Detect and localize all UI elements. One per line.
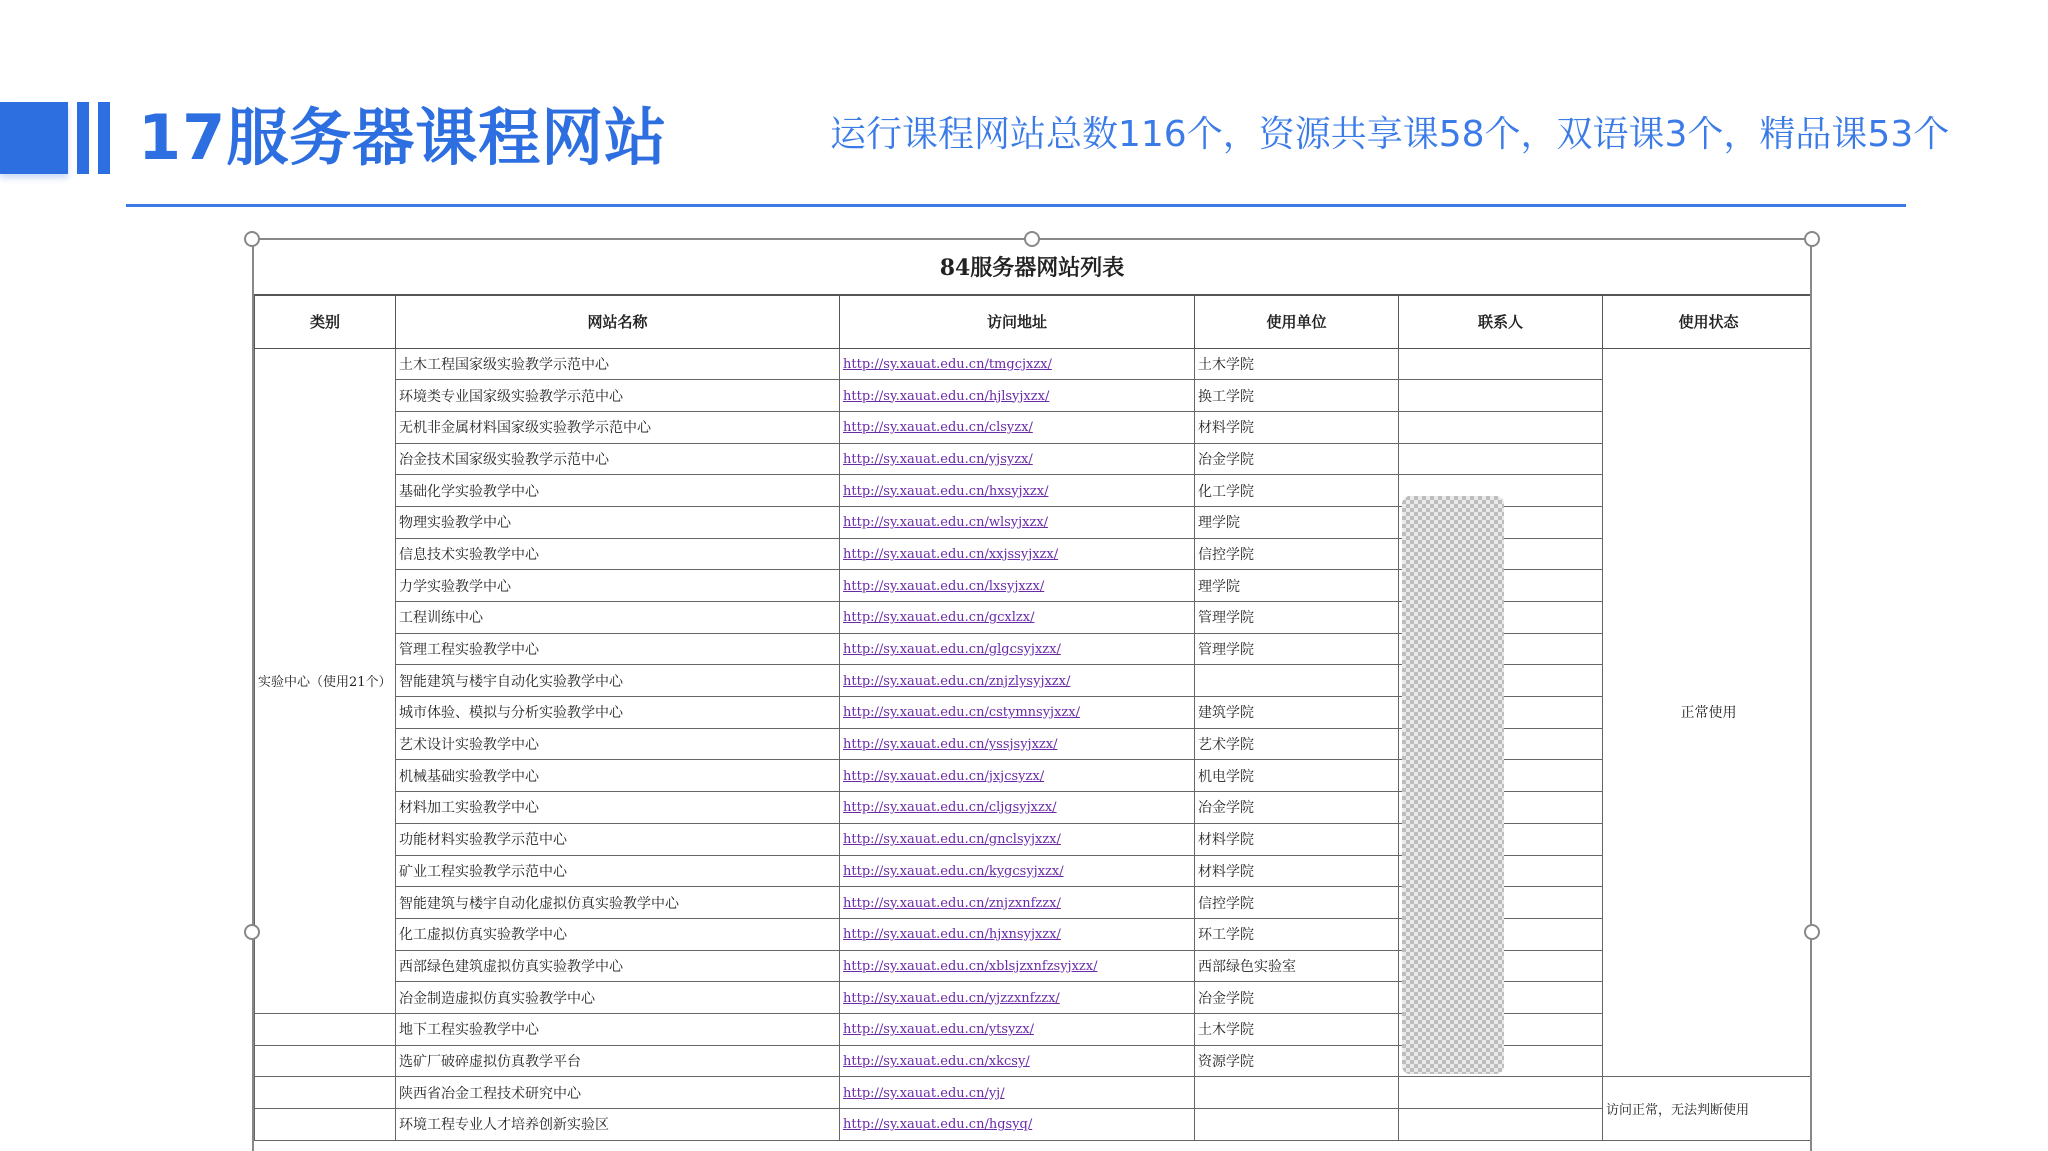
table-row [255, 475, 1813, 507]
site-url-cell [840, 602, 1195, 634]
site-url-link[interactable]: http://sy.xauat.edu.cn/lxsyjxzx/ [843, 578, 1045, 594]
site-url-cell [840, 950, 1195, 982]
unit-cell: 材料学院 [1195, 823, 1399, 855]
table-row [255, 602, 1813, 634]
unit-cell [1195, 665, 1399, 697]
table-row [255, 443, 1813, 475]
category-cell: 实验中心（使用21个） [255, 348, 396, 1013]
site-name-cell: 智能建筑与楼宇自动化实验教学中心 [396, 665, 840, 697]
page-title: 17服务器课程网站 [138, 101, 668, 174]
unit-cell: 冶金学院 [1195, 792, 1399, 824]
table-row [255, 918, 1813, 950]
header-decoration-block [0, 102, 68, 174]
unit-cell: 艺术学院 [1195, 728, 1399, 760]
contact-cell [1399, 348, 1603, 380]
resize-handle[interactable] [1804, 231, 1820, 247]
table-caption: 84服务器网站列表 [254, 240, 1810, 296]
site-url-link[interactable]: http://sy.xauat.edu.cn/yjsyzx/ [843, 451, 1033, 467]
category-cell [255, 1013, 396, 1045]
site-name-cell: 管理工程实验教学中心 [396, 633, 840, 665]
site-url-link[interactable]: http://sy.xauat.edu.cn/wlsyjxzx/ [843, 515, 1049, 531]
site-name-cell: 地下工程实验教学中心 [396, 1013, 840, 1045]
site-name-cell: 工程训练中心 [396, 602, 840, 634]
site-url-cell [840, 506, 1195, 538]
category-cell [255, 1109, 396, 1141]
column-header: 联系人 [1399, 296, 1603, 348]
site-url-cell [840, 380, 1195, 412]
site-url-cell [840, 697, 1195, 729]
table-row [255, 887, 1813, 919]
site-url-cell [840, 728, 1195, 760]
table-row [255, 506, 1813, 538]
site-url-cell [840, 918, 1195, 950]
site-name-cell: 物理实验教学中心 [396, 506, 840, 538]
site-url-link[interactable]: http://sy.xauat.edu.cn/xxjssyjxzx/ [843, 546, 1059, 562]
table-row [255, 570, 1813, 602]
site-name-cell: 城市体验、模拟与分析实验教学中心 [396, 697, 840, 729]
summary-text: 运行课程网站总数116个，资源共享课58个，双语课3个，精品课53个 [830, 114, 1950, 155]
status-cell: 正常使用 [1603, 348, 1813, 1077]
table-row [255, 760, 1813, 792]
contact-cell [1399, 1077, 1603, 1109]
unit-cell: 机电学院 [1195, 760, 1399, 792]
site-url-cell [840, 411, 1195, 443]
site-url-cell [840, 348, 1195, 380]
unit-cell: 化工学院 [1195, 475, 1399, 507]
site-name-cell: 环境工程专业人才培养创新实验区 [396, 1109, 840, 1141]
table-row [255, 950, 1813, 982]
column-header: 访问地址 [840, 296, 1195, 348]
table-row [255, 665, 1813, 697]
category-cell [255, 1045, 396, 1077]
unit-cell: 材料学院 [1195, 855, 1399, 887]
table-row [255, 411, 1813, 443]
table-row [255, 538, 1813, 570]
table-row [255, 1045, 1813, 1077]
table-row [255, 348, 1813, 380]
unit-cell: 资源学院 [1195, 1045, 1399, 1077]
unit-cell [1195, 1109, 1399, 1141]
unit-cell: 理学院 [1195, 570, 1399, 602]
unit-cell: 土木学院 [1195, 1013, 1399, 1045]
unit-cell: 材料学院 [1195, 411, 1399, 443]
unit-cell: 冶金学院 [1195, 443, 1399, 475]
site-url-cell [840, 823, 1195, 855]
site-name-cell: 信息技术实验教学中心 [396, 538, 840, 570]
table-row [255, 1077, 1813, 1109]
column-header: 使用状态 [1603, 296, 1813, 348]
site-url-cell [840, 633, 1195, 665]
unit-cell: 管理学院 [1195, 602, 1399, 634]
site-url-link[interactable]: http://sy.xauat.edu.cn/cstymnsyjxzx/ [843, 705, 1080, 721]
site-url-link[interactable]: http://sy.xauat.edu.cn/tmgcjxzx/ [843, 356, 1052, 372]
site-url-link[interactable]: http://sy.xauat.edu.cn/cljgsyjxzx/ [843, 800, 1057, 816]
site-url-link[interactable]: http://sy.xauat.edu.cn/xblsjzxnfzsyjxzx/ [843, 958, 1098, 974]
table-row [255, 697, 1813, 729]
status-cell: 访问正常，无法判断使用 [1603, 1077, 1813, 1140]
header-decoration-bar [77, 102, 89, 174]
site-name-cell: 矿业工程实验教学示范中心 [396, 855, 840, 887]
site-url-cell [840, 1077, 1195, 1109]
unit-cell: 建筑学院 [1195, 697, 1399, 729]
unit-cell: 土木学院 [1195, 348, 1399, 380]
table-row [255, 855, 1813, 887]
unit-cell: 换工学院 [1195, 380, 1399, 412]
site-name-cell: 艺术设计实验教学中心 [396, 728, 840, 760]
site-url-link[interactable]: http://sy.xauat.edu.cn/znjzxnfzzx/ [843, 895, 1061, 911]
site-name-cell: 无机非金属材料国家级实验教学示范中心 [396, 411, 840, 443]
site-name-cell: 功能材料实验教学示范中心 [396, 823, 840, 855]
resize-handle[interactable] [244, 924, 260, 940]
unit-cell: 环工学院 [1195, 918, 1399, 950]
unit-cell: 管理学院 [1195, 633, 1399, 665]
site-name-cell: 智能建筑与楼宇自动化虚拟仿真实验教学中心 [396, 887, 840, 919]
table-row [255, 1013, 1813, 1045]
site-url-link[interactable]: http://sy.xauat.edu.cn/jxjcsyzx/ [843, 768, 1045, 784]
site-url-cell [840, 538, 1195, 570]
unit-cell: 信控学院 [1195, 887, 1399, 919]
unit-cell: 信控学院 [1195, 538, 1399, 570]
resize-handle[interactable] [1024, 231, 1040, 247]
site-url-cell [840, 1045, 1195, 1077]
site-url-cell [840, 982, 1195, 1014]
site-url-cell [840, 665, 1195, 697]
table-row [255, 633, 1813, 665]
unit-cell: 西部绿色实验室 [1195, 950, 1399, 982]
category-cell [255, 1077, 396, 1109]
unit-cell: 理学院 [1195, 506, 1399, 538]
site-url-link[interactable]: http://sy.xauat.edu.cn/znjzlysyjxzx/ [843, 673, 1071, 689]
server-site-table [254, 296, 1812, 1141]
site-url-cell [840, 475, 1195, 507]
site-name-cell: 机械基础实验教学中心 [396, 760, 840, 792]
header-decoration-bar [98, 102, 110, 174]
site-url-link[interactable]: http://sy.xauat.edu.cn/yjzzxnfzzx/ [843, 990, 1060, 1006]
resize-handle[interactable] [244, 231, 260, 247]
site-url-link[interactable]: http://sy.xauat.edu.cn/ytsyzx/ [843, 1022, 1034, 1038]
site-url-cell [840, 792, 1195, 824]
site-name-cell: 冶金技术国家级实验教学示范中心 [396, 443, 840, 475]
site-name-cell: 陕西省冶金工程技术研究中心 [396, 1077, 840, 1109]
site-name-cell: 环境类专业国家级实验教学示范中心 [396, 380, 840, 412]
table-row [255, 823, 1813, 855]
resize-handle[interactable] [1804, 924, 1820, 940]
site-name-cell: 力学实验教学中心 [396, 570, 840, 602]
table-row [255, 728, 1813, 760]
site-name-cell: 材料加工实验教学中心 [396, 792, 840, 824]
site-url-link[interactable]: http://sy.xauat.edu.cn/yssjsyjxzx/ [843, 737, 1058, 753]
site-url-link[interactable]: http://sy.xauat.edu.cn/gnclsyjxzx/ [843, 832, 1061, 848]
contact-cell [1399, 1109, 1603, 1141]
site-url-link[interactable]: http://sy.xauat.edu.cn/hjxnsyjxzx/ [843, 927, 1061, 943]
table-row [255, 982, 1813, 1014]
site-name-cell: 西部绿色建筑虚拟仿真实验教学中心 [396, 950, 840, 982]
contact-cell [1399, 411, 1603, 443]
column-header: 类别 [255, 296, 396, 348]
site-url-link[interactable]: http://sy.xauat.edu.cn/hxsyjxzx/ [843, 483, 1049, 499]
site-name-cell: 冶金制造虚拟仿真实验教学中心 [396, 982, 840, 1014]
site-url-cell [840, 570, 1195, 602]
site-name-cell: 土木工程国家级实验教学示范中心 [396, 348, 840, 380]
site-url-link[interactable]: http://sy.xauat.edu.cn/yj/ [843, 1085, 1005, 1101]
embedded-table-image[interactable] [252, 238, 1812, 1151]
site-name-cell: 基础化学实验教学中心 [396, 475, 840, 507]
contact-cell [1399, 380, 1603, 412]
table-header-row [255, 296, 1813, 348]
column-header: 使用单位 [1195, 296, 1399, 348]
site-url-link[interactable]: http://sy.xauat.edu.cn/xkcsy/ [843, 1053, 1030, 1069]
site-name-cell: 化工虚拟仿真实验教学中心 [396, 918, 840, 950]
table-row [255, 792, 1813, 824]
site-url-cell [840, 1109, 1195, 1141]
site-url-link[interactable]: http://sy.xauat.edu.cn/hjlsyjxzx/ [843, 388, 1050, 404]
site-url-link[interactable]: http://sy.xauat.edu.cn/clsyzx/ [843, 420, 1033, 436]
column-header: 网站名称 [396, 296, 840, 348]
site-url-link[interactable]: http://sy.xauat.edu.cn/hgsyq/ [843, 1117, 1033, 1133]
site-url-cell [840, 887, 1195, 919]
site-url-cell [840, 1013, 1195, 1045]
table-row [255, 1109, 1813, 1141]
unit-cell: 冶金学院 [1195, 982, 1399, 1014]
table-row [255, 380, 1813, 412]
site-url-link[interactable]: http://sy.xauat.edu.cn/kygcsyjxzx/ [843, 863, 1064, 879]
site-url-cell [840, 760, 1195, 792]
redacted-contact-area [1402, 496, 1504, 1074]
site-name-cell: 选矿厂破碎虚拟仿真教学平台 [396, 1045, 840, 1077]
contact-cell [1399, 443, 1603, 475]
site-url-link[interactable]: http://sy.xauat.edu.cn/gcxlzx/ [843, 610, 1035, 626]
site-url-cell [840, 443, 1195, 475]
site-url-link[interactable]: http://sy.xauat.edu.cn/glgcsyjxzx/ [843, 642, 1061, 658]
header-divider [126, 204, 1906, 207]
unit-cell [1195, 1077, 1399, 1109]
site-url-cell [840, 855, 1195, 887]
